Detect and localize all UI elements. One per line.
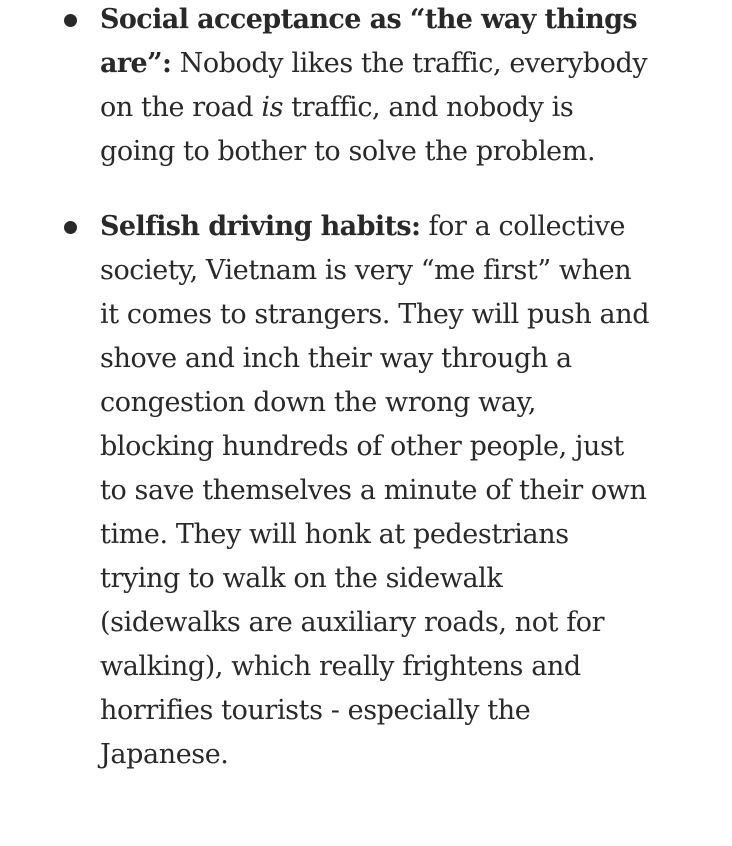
list-item — [0, 0, 650, 174]
bullet-emphasis: is — [261, 92, 284, 123]
bullet-dot-icon — [64, 14, 77, 27]
bullet-lead: Selfish driving habits: — [100, 211, 421, 242]
list-item — [0, 205, 650, 777]
bullet-text: traffic, and nobody is going to bother to solve the problem. — [100, 92, 596, 167]
bullet-dot-icon — [64, 221, 77, 234]
bullet-text: Nobody likes the traffic, everybody on the road — [100, 48, 648, 123]
bullet-text: for a collective society, Vietnam is very “me first” when it comes to strangers. They will push and shove and inch their way through a congestion down the wrong way, blocking hundreds of other people, just to save themselves a minute of their own time. They will honk at pedestrians trying to walk on the sidewalk (sidewalks are auxiliary roads, not for walking), which really frightens and horrifies tourists - especially the Japanese. — [100, 211, 650, 770]
bullet-lead: Social acceptance as “the way things are”: — [100, 4, 638, 79]
